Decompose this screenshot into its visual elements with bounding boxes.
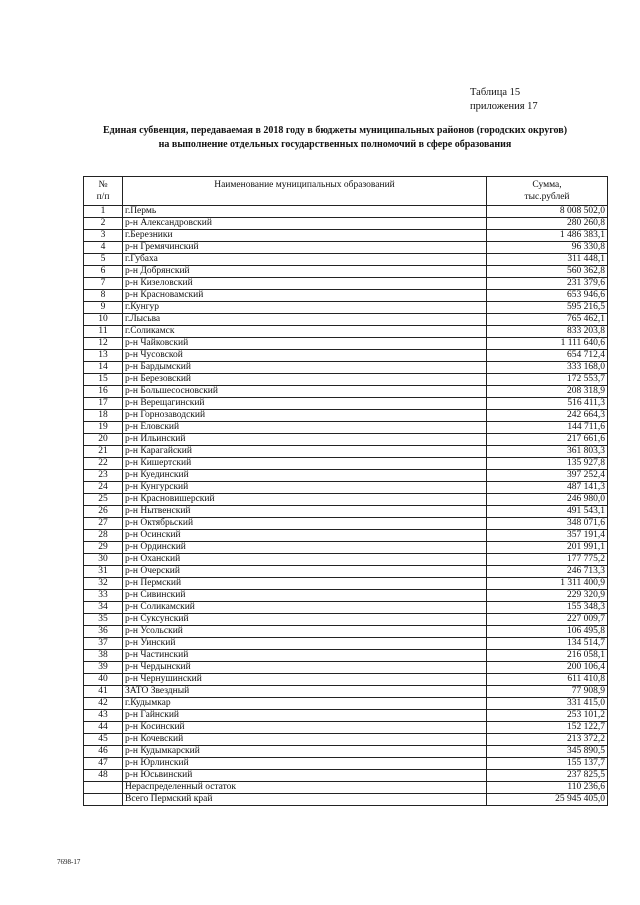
row-value: 246 980,0 bbox=[487, 494, 608, 506]
table-row bbox=[84, 422, 608, 434]
row-number: 45 bbox=[84, 734, 123, 746]
table-row bbox=[84, 350, 608, 362]
row-value: 8 008 502,0 bbox=[487, 206, 608, 218]
row-name: р-н Кунгурский bbox=[123, 482, 487, 494]
row-number: 22 bbox=[84, 458, 123, 470]
table-row bbox=[84, 782, 608, 794]
row-name: г.Березники bbox=[123, 230, 487, 242]
row-name: р-н Частинский bbox=[123, 650, 487, 662]
row-name: г.Пермь bbox=[123, 206, 487, 218]
table-row bbox=[84, 230, 608, 242]
row-number: 47 bbox=[84, 758, 123, 770]
row-value: 654 712,4 bbox=[487, 350, 608, 362]
row-value: 201 991,1 bbox=[487, 542, 608, 554]
row-value: 106 495,8 bbox=[487, 626, 608, 638]
row-value: 361 803,3 bbox=[487, 446, 608, 458]
row-name: р-н Очерский bbox=[123, 566, 487, 578]
row-name: р-н Ильинский bbox=[123, 434, 487, 446]
row-value: 155 137,7 bbox=[487, 758, 608, 770]
row-value: 357 191,4 bbox=[487, 530, 608, 542]
row-value: 246 713,3 bbox=[487, 566, 608, 578]
row-name: р-н Оханский bbox=[123, 554, 487, 566]
row-number: 25 bbox=[84, 494, 123, 506]
row-number: 10 bbox=[84, 314, 123, 326]
row-number: 1 bbox=[84, 206, 123, 218]
table-row bbox=[84, 758, 608, 770]
row-name: р-н Карагайский bbox=[123, 446, 487, 458]
table-row bbox=[84, 794, 608, 806]
row-number: 31 bbox=[84, 566, 123, 578]
row-name: р-н Куединский bbox=[123, 470, 487, 482]
col-number-header: № п/п bbox=[84, 177, 123, 206]
row-value: 345 890,5 bbox=[487, 746, 608, 758]
row-number: 17 bbox=[84, 398, 123, 410]
row-name: р-н Александровский bbox=[123, 218, 487, 230]
row-number: 14 bbox=[84, 362, 123, 374]
table-row bbox=[84, 470, 608, 482]
row-value: 200 106,4 bbox=[487, 662, 608, 674]
row-number: 40 bbox=[84, 674, 123, 686]
table-row bbox=[84, 662, 608, 674]
row-value: 311 448,1 bbox=[487, 254, 608, 266]
row-value: 491 543,1 bbox=[487, 506, 608, 518]
table-row bbox=[84, 674, 608, 686]
row-name: р-н Бардымский bbox=[123, 362, 487, 374]
table-row bbox=[84, 710, 608, 722]
row-number: 33 bbox=[84, 590, 123, 602]
table-row bbox=[84, 410, 608, 422]
row-value: 833 203,8 bbox=[487, 326, 608, 338]
row-number: 12 bbox=[84, 338, 123, 350]
document-title bbox=[70, 124, 600, 151]
row-number: 2 bbox=[84, 218, 123, 230]
table-row bbox=[84, 770, 608, 782]
row-name: р-н Кудымкарский bbox=[123, 746, 487, 758]
row-number: 29 bbox=[84, 542, 123, 554]
table-row bbox=[84, 398, 608, 410]
table-row bbox=[84, 554, 608, 566]
row-value: 653 946,6 bbox=[487, 290, 608, 302]
row-value: 516 411,3 bbox=[487, 398, 608, 410]
row-name: р-н Березовский bbox=[123, 374, 487, 386]
row-name: р-н Чердынский bbox=[123, 662, 487, 674]
row-value: 177 775,2 bbox=[487, 554, 608, 566]
row-name: р-н Кочевский bbox=[123, 734, 487, 746]
table-row bbox=[84, 482, 608, 494]
title-line-1: Единая субвенция, передаваемая в 2018 году в бюджеты муниципальных районов (городских округов) bbox=[102, 125, 568, 136]
row-name: р-н Кизеловский bbox=[123, 278, 487, 290]
row-number: 16 bbox=[84, 386, 123, 398]
title-line-2: на выполнение отдельных государственных полномочий в сфере образования bbox=[158, 138, 512, 150]
table-row bbox=[84, 314, 608, 326]
row-name: р-н Сивинский bbox=[123, 590, 487, 602]
row-name: р-н Ординский bbox=[123, 542, 487, 554]
row-value: 229 320,9 bbox=[487, 590, 608, 602]
table-row bbox=[84, 254, 608, 266]
table-row bbox=[84, 578, 608, 590]
row-name: р-н Уинский bbox=[123, 638, 487, 650]
row-number: 27 bbox=[84, 518, 123, 530]
row-value: 152 122,7 bbox=[487, 722, 608, 734]
table-row bbox=[84, 698, 608, 710]
row-name: р-н Большесосновский bbox=[123, 386, 487, 398]
row-number: 4 bbox=[84, 242, 123, 254]
row-value: 333 168,0 bbox=[487, 362, 608, 374]
col-sum-header: Сумма, тыс.рублей bbox=[487, 177, 608, 206]
row-name: р-н Кишертский bbox=[123, 458, 487, 470]
row-number: 3 bbox=[84, 230, 123, 242]
row-name: р-н Октябрьский bbox=[123, 518, 487, 530]
row-name: р-н Чайковский bbox=[123, 338, 487, 350]
table-row bbox=[84, 206, 608, 218]
table-row bbox=[84, 566, 608, 578]
row-number: 18 bbox=[84, 410, 123, 422]
row-value: 217 661,6 bbox=[487, 434, 608, 446]
row-number: 21 bbox=[84, 446, 123, 458]
row-number: 26 bbox=[84, 506, 123, 518]
row-value: 595 216,5 bbox=[487, 302, 608, 314]
table-row bbox=[84, 494, 608, 506]
row-number: 48 bbox=[84, 770, 123, 782]
table-body bbox=[84, 206, 608, 806]
row-number: 41 bbox=[84, 686, 123, 698]
table-row bbox=[84, 686, 608, 698]
row-number: 20 bbox=[84, 434, 123, 446]
row-number: 28 bbox=[84, 530, 123, 542]
row-value: 242 664,3 bbox=[487, 410, 608, 422]
row-number: 44 bbox=[84, 722, 123, 734]
row-number: 15 bbox=[84, 374, 123, 386]
row-name: г.Кудымкар bbox=[123, 698, 487, 710]
row-name: р-н Гремячинский bbox=[123, 242, 487, 254]
table-row bbox=[84, 218, 608, 230]
table-reference bbox=[470, 86, 538, 114]
table-row bbox=[84, 290, 608, 302]
row-value: 25 945 405,0 bbox=[487, 794, 608, 806]
table-row bbox=[84, 242, 608, 254]
row-name: р-н Горнозаводский bbox=[123, 410, 487, 422]
row-name: р-н Пермский bbox=[123, 578, 487, 590]
row-number: 32 bbox=[84, 578, 123, 590]
row-name: г.Губаха bbox=[123, 254, 487, 266]
table-row bbox=[84, 746, 608, 758]
row-value: 213 372,2 bbox=[487, 734, 608, 746]
row-number: 36 bbox=[84, 626, 123, 638]
row-value: 144 711,6 bbox=[487, 422, 608, 434]
row-value: 1 311 400,9 bbox=[487, 578, 608, 590]
table-row bbox=[84, 650, 608, 662]
row-number: 9 bbox=[84, 302, 123, 314]
row-number: 46 bbox=[84, 746, 123, 758]
row-value: 96 330,8 bbox=[487, 242, 608, 254]
row-value: 77 908,9 bbox=[487, 686, 608, 698]
table-row bbox=[84, 506, 608, 518]
row-number: 37 bbox=[84, 638, 123, 650]
row-number: 35 bbox=[84, 614, 123, 626]
row-number: 13 bbox=[84, 350, 123, 362]
row-number: 7 bbox=[84, 278, 123, 290]
table-row bbox=[84, 458, 608, 470]
row-name: р-н Косинский bbox=[123, 722, 487, 734]
table-row bbox=[84, 590, 608, 602]
row-value: 227 009,7 bbox=[487, 614, 608, 626]
table-row bbox=[84, 518, 608, 530]
row-value: 280 260,8 bbox=[487, 218, 608, 230]
row-name: р-н Верещагинский bbox=[123, 398, 487, 410]
row-value: 155 348,3 bbox=[487, 602, 608, 614]
row-name: г.Кунгур bbox=[123, 302, 487, 314]
row-name: ЗАТО Звездный bbox=[123, 686, 487, 698]
row-name: г.Соликамск bbox=[123, 326, 487, 338]
row-value: 348 071,6 bbox=[487, 518, 608, 530]
table-row bbox=[84, 446, 608, 458]
row-name: р-н Нытвенский bbox=[123, 506, 487, 518]
row-name: р-н Усольский bbox=[123, 626, 487, 638]
row-name: Нераспределенный остаток bbox=[123, 782, 487, 794]
row-name: р-н Осинский bbox=[123, 530, 487, 542]
table-row bbox=[84, 542, 608, 554]
table-row bbox=[84, 626, 608, 638]
table-row bbox=[84, 386, 608, 398]
row-name: р-н Красновамский bbox=[123, 290, 487, 302]
row-name: р-н Соликамский bbox=[123, 602, 487, 614]
table-row bbox=[84, 266, 608, 278]
row-value: 487 141,3 bbox=[487, 482, 608, 494]
row-name: г.Лысьва bbox=[123, 314, 487, 326]
row-name: р-н Юсьвинский bbox=[123, 770, 487, 782]
table-row bbox=[84, 614, 608, 626]
row-number: 24 bbox=[84, 482, 123, 494]
table-row bbox=[84, 530, 608, 542]
row-name: р-н Красновишерский bbox=[123, 494, 487, 506]
row-name: р-н Суксунский bbox=[123, 614, 487, 626]
footer-code: 7698-17 bbox=[57, 858, 81, 866]
col-name-header: Наименование муниципальных образований bbox=[123, 177, 487, 206]
table-row bbox=[84, 434, 608, 446]
row-value: 135 927,8 bbox=[487, 458, 608, 470]
row-value: 237 825,5 bbox=[487, 770, 608, 782]
row-number: 8 bbox=[84, 290, 123, 302]
table-row bbox=[84, 602, 608, 614]
row-name: р-н Чернушинский bbox=[123, 674, 487, 686]
row-number: 5 bbox=[84, 254, 123, 266]
row-value: 216 058,1 bbox=[487, 650, 608, 662]
row-name: Всего Пермский край bbox=[123, 794, 487, 806]
row-value: 134 514,7 bbox=[487, 638, 608, 650]
row-name: р-н Юрлинский bbox=[123, 758, 487, 770]
row-name: р-н Гайнский bbox=[123, 710, 487, 722]
row-number: 42 bbox=[84, 698, 123, 710]
table-row bbox=[84, 734, 608, 746]
row-value: 1 111 640,6 bbox=[487, 338, 608, 350]
row-value: 765 462,1 bbox=[487, 314, 608, 326]
table-row bbox=[84, 362, 608, 374]
row-number: 38 bbox=[84, 650, 123, 662]
row-value: 397 252,4 bbox=[487, 470, 608, 482]
table-row bbox=[84, 722, 608, 734]
row-value: 331 415,0 bbox=[487, 698, 608, 710]
row-value: 560 362,8 bbox=[487, 266, 608, 278]
row-value: 231 379,6 bbox=[487, 278, 608, 290]
row-value: 253 101,2 bbox=[487, 710, 608, 722]
table-row bbox=[84, 338, 608, 350]
row-value: 611 410,8 bbox=[487, 674, 608, 686]
row-name: р-н Добрянский bbox=[123, 266, 487, 278]
row-value: 110 236,6 bbox=[487, 782, 608, 794]
row-value: 172 553,7 bbox=[487, 374, 608, 386]
row-number: 6 bbox=[84, 266, 123, 278]
row-number: 19 bbox=[84, 422, 123, 434]
row-number: 39 bbox=[84, 662, 123, 674]
table-row bbox=[84, 278, 608, 290]
table-label: Таблица 15 bbox=[470, 87, 521, 98]
row-name: р-н Еловский bbox=[123, 422, 487, 434]
subvention-table bbox=[83, 176, 608, 806]
appendix-label: приложения 17 bbox=[470, 101, 538, 112]
row-number: 11 bbox=[84, 326, 123, 338]
table-header-row bbox=[84, 177, 608, 206]
row-number: 43 bbox=[84, 710, 123, 722]
table-row bbox=[84, 374, 608, 386]
table-row bbox=[84, 302, 608, 314]
row-number bbox=[84, 794, 123, 806]
row-number: 23 bbox=[84, 470, 123, 482]
row-number: 30 bbox=[84, 554, 123, 566]
row-value: 208 318,9 bbox=[487, 386, 608, 398]
row-name: р-н Чусовской bbox=[123, 350, 487, 362]
table-row bbox=[84, 326, 608, 338]
row-number: 34 bbox=[84, 602, 123, 614]
row-value: 1 486 383,1 bbox=[487, 230, 608, 242]
table-row bbox=[84, 638, 608, 650]
row-number bbox=[84, 782, 123, 794]
